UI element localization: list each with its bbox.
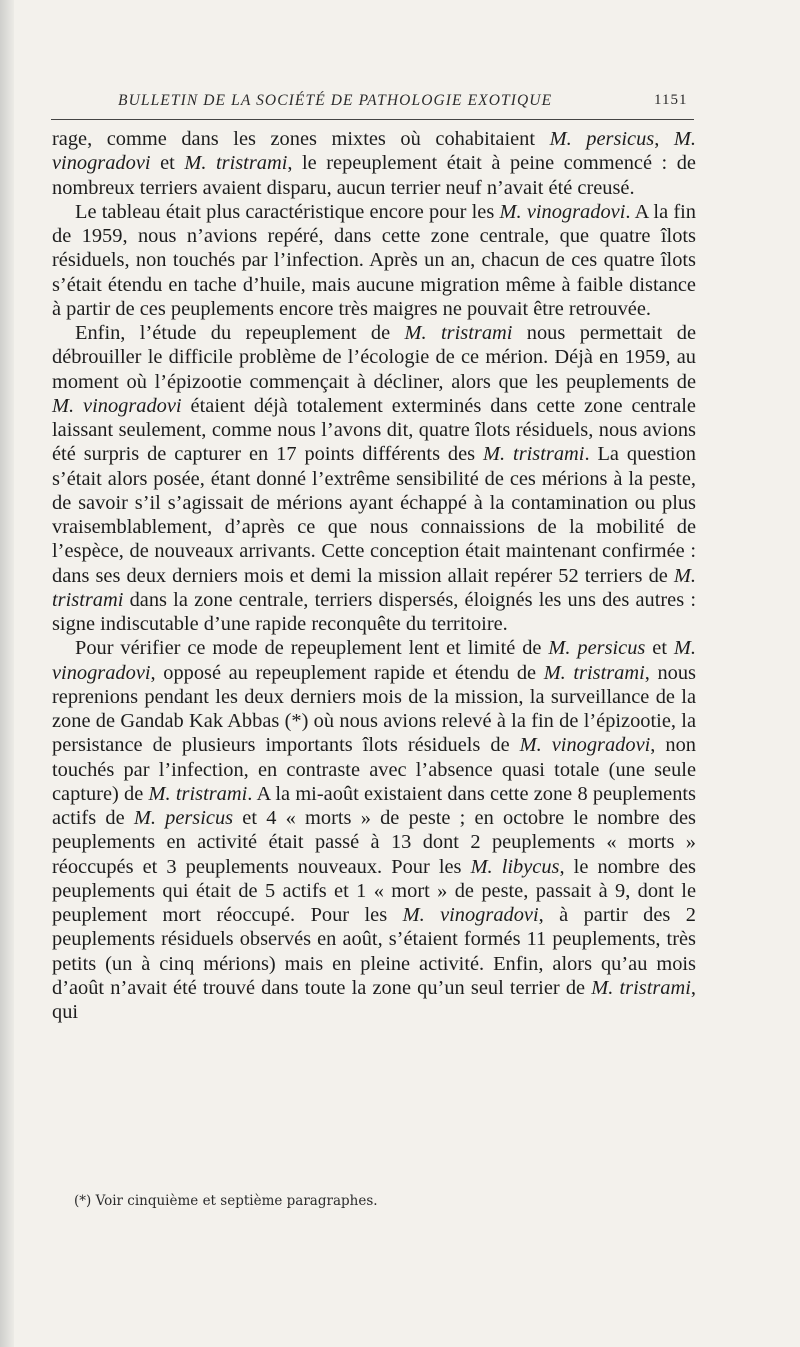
species-name: M. tristrami — [184, 152, 288, 175]
species-name: M. tristrami — [404, 322, 513, 344]
species-name: M. libycus — [470, 855, 560, 878]
page-number: 1151 — [654, 92, 688, 108]
page-edge-shadow — [0, 0, 14, 1347]
species-name: M. persicus — [549, 128, 655, 150]
paragraph-4: Pour vérifier ce mode de repeuplement lent et limité de M. persicus et M. vinogradovi, opposé au repeuplement rapide et étendu de M. tristrami, nous reprenions pendant les deux derniers mois de la mission, la surveillance de la zone de Gandab Kak Abbas (*) où nous avions relevé à la fin de l’épizootie, la persistance de plusieurs importants îlots résiduels de M. vinogradovi, non touchés par l’infection, en contraste avec l’absence quasi totale (une seule capture) de M. tristrami. A la mi-août existaient dans cette zone 8 peuplements actifs de M. persicus et 4 « morts » de peste ; en octobre le nombre des peuplements en activité était passé à 13 dont 2 peuplements « morts » réoccupés et 3 peuplements nouveaux. Pour les M. libycus, le nombre des peuplements qui était de 5 actifs et 1 « mort » de peste, passait à 9, dont le peuplement mort réoccupé. Pour les M. vinogradovi, à partir des 2 peuplements résiduels observés en août, s’étaient formés 11 peuplements, très petits (un à cinq mérions) mais en pleine activité. Enfin, alors qu’au mois d’août n’avait été trouvé dans toute la zone qu’un seul terrier de M. tristrami, qui — [52, 637, 696, 1023]
running-header: BULLETIN DE LA SOCIÉTÉ DE PATHOLOGIE EXOTIQUE — [118, 92, 553, 109]
paragraph-2: Le tableau était plus caractéristique encore pour les M. vinogradovi. A la fin de 1959, nous n’avions repéré, dans cette zone centrale, que quatre îlots résiduels, non touchés par l’infection. Après un an, chacun de ces quatre îlots s’était étendu en tache d’huile, mais aucune migration même à faible distance à partir de ces peuplements encore très maigres ne pouvait être retrouvée. — [52, 200, 696, 320]
paragraph-3: Enfin, l’étude du repeuplement de M. tristrami nous permettait de débrouiller le difficile problème de l’écologie de ce mérion. Déjà en 1959, au moment où l’épizootie commençait à décliner, alors que les peuplements de M. vinogradovi étaient déjà totalement exterminés dans cette zone centrale laissant seulement, comme nous l’avons dit, quatre îlots résiduels, nous avions été surpris de capturer en 17 points différents des M. tristrami. La question s’était alors posée, étant donné l’extrême sensibilité de ces mérions à la peste, de savoir s’il s’agissait de mérions ayant échappé à la contamination ou plus vraisemblablement, d’après ce que nous connaissions de la mobilité de l’espèce, de nouveaux arrivants. Cette conception était maintenant confirmée : dans ses deux derniers mois et demi la mission allait repérer 52 terriers de M. tristrami dans la zone centrale, terriers dispersés, éloignés les uns des autres : signe indiscutable d’une rapide reconquête du territoire. — [52, 322, 696, 635]
species-name: M. tristrami — [591, 976, 691, 999]
species-name: M. vinogradovi — [52, 128, 696, 175]
species-name: M. vinogradovi — [52, 394, 182, 417]
species-name: M. tristrami — [148, 782, 248, 805]
species-name: M. vinogradovi — [402, 904, 539, 926]
species-name: M. persicus — [548, 637, 646, 660]
species-name: M. persicus — [133, 807, 234, 829]
species-name: M. tristrami — [543, 661, 645, 684]
species-name: M. vinogradovi — [519, 734, 651, 757]
header-rule — [51, 119, 694, 120]
article-body — [52, 127, 696, 1024]
species-name: M. vinogradovi — [499, 200, 626, 223]
species-name: M. tristrami — [52, 564, 696, 611]
paragraph-1: rage, comme dans les zones mixtes où cohabitaient M. persicus, M. vinogradovi et M. tristrami, le repeuplement était à peine commencé : de nombreux terriers avaient disparu, aucun terrier neuf n’avait été creusé. — [52, 128, 696, 199]
footnote: (*) Voir cinquième et septième paragraphes. — [74, 1193, 378, 1209]
species-name: M. vinogradovi — [52, 637, 696, 684]
species-name: M. tristrami — [483, 443, 585, 466]
